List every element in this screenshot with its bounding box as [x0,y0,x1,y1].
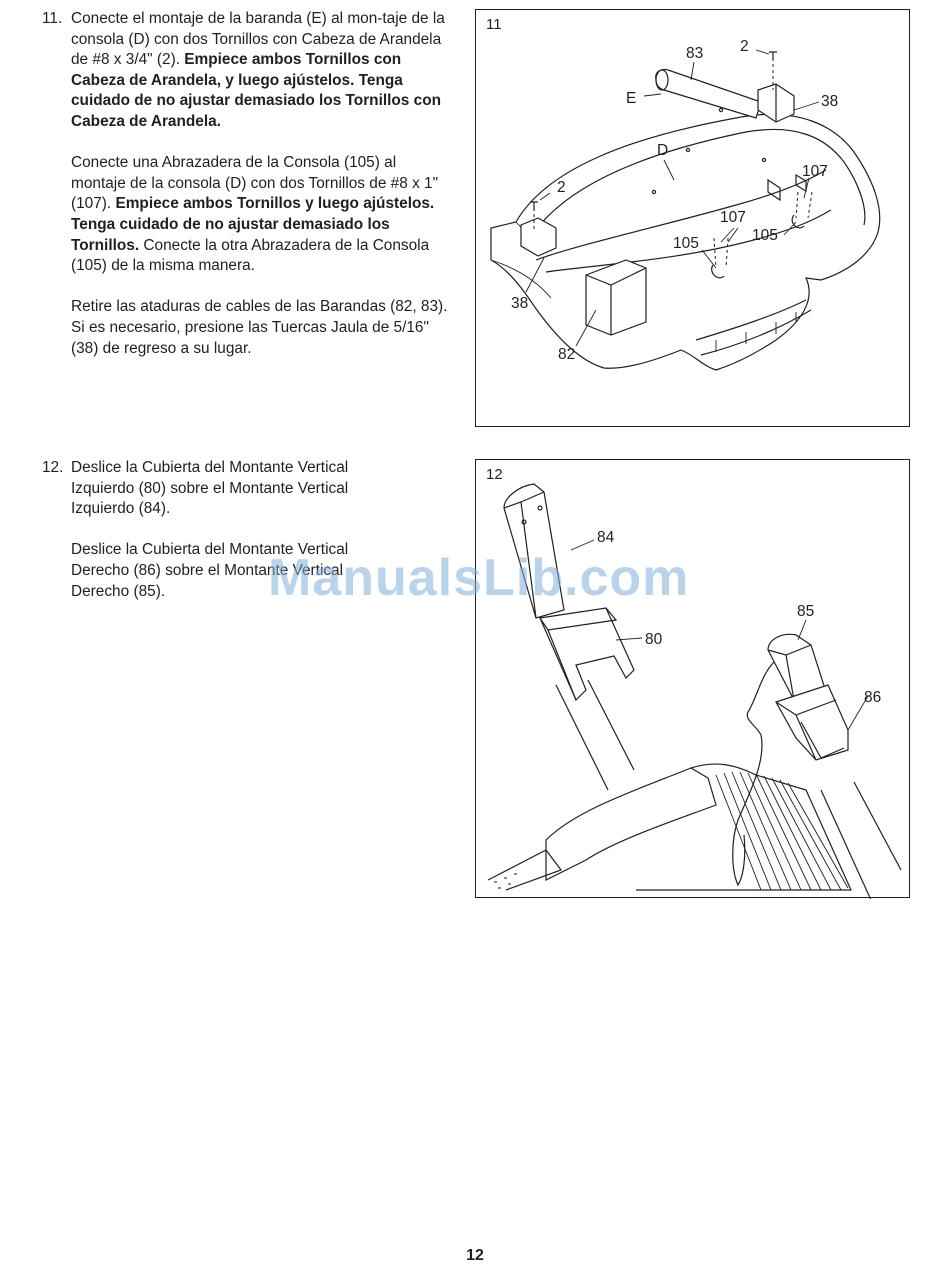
callout-E: E [626,90,637,107]
base-frame-left [546,768,716,880]
page-number: 12 [466,1247,484,1264]
mount-hole [719,108,722,111]
center-box [586,260,646,335]
left-upright-lower [556,680,634,790]
step-11-p2-bold: Empiece ambos Tornillos y luego ajústelos. Tenga cuidado de no ajustar demasiado los Tornillos. [71,195,435,254]
step-11-number: 11. [42,10,63,27]
watermark: ManualsLib.com [268,549,690,607]
step-11-instructions [0,9,450,380]
callout-107-right: 107 [802,163,828,180]
step-12-paragraph-1: Deslice la Cubierta del Montante Vertical Izquierdo (80) sobre el Montante Vertical Izquierdo (84). [71,459,349,518]
callout-2-left: 2 [557,179,566,196]
leader-E [644,94,661,96]
callout-2-top: 2 [740,38,749,55]
motor-hood-vents [494,874,517,888]
step-11-paragraph-2 [71,153,450,277]
callout-105-left: 105 [673,235,699,252]
figure-11-number: 11 [486,16,502,33]
callout-38-top: 38 [821,93,839,110]
callout-84: 84 [597,529,615,546]
step-12-paragraph-2: Deslice la Cubierta del Montante Vertical Derecho (86) sobre el Montante Vertical Derecho (85). [71,541,349,600]
callout-82: 82 [558,346,576,363]
deck-treads [716,772,848,890]
callout-85: 85 [797,603,815,620]
figure-11 [475,9,910,427]
leader-85 [798,620,806,640]
step-11-paragraph-1 [71,9,450,133]
right-upright-lower [821,782,901,899]
callout-80: 80 [645,631,663,648]
step-11-paragraph-3: Retire las ataduras de cables de las Barandas (82, 83). Si es necesario, presione las Tuercas Jaula de 5/16" (38) de regreso a su lugar. [71,298,448,357]
leader-2-top [756,50,769,54]
step-11-p1-text: Conecte el montaje de la baranda (E) al mon-taje de la consola (D) con dos Tornillos con Cabeza de Arandela de #8 x 3/4" (2). [71,10,445,69]
callout-86: 86 [864,689,882,706]
figure-12-number: 12 [486,466,503,483]
callout-D: D [657,142,669,159]
figure-12 [475,459,910,898]
leader-83 [691,62,694,80]
figure-12-drawing [476,460,911,899]
figure-11-drawing [476,10,911,428]
right-upright-cover [776,685,848,760]
callout-107-left: 107 [720,209,746,226]
screw-2-top [769,52,777,60]
callout-83: 83 [686,45,704,62]
callout-105-right: 105 [752,227,778,244]
callout-38-bottom: 38 [511,295,529,312]
step-12-number: 12. [42,459,64,476]
step-11-p1-bold: Empiece ambos Tornillos con Cabeza de Arandela, y luego ajústelos. Tenga cuidado de no ajustar demasiado los Tornillos con Cabeza de Arandela. [71,51,442,130]
step-11-p2-tail: Conecte la otra Abrazadera de la Consola (105) de la misma manera. [71,236,430,275]
left-upright-cover [540,608,634,700]
step-11-p2-text: Conecte una Abrazadera de la Consola (105) al montaje de la consola (D) con dos Tornillos de #8 x 1" (107). [71,154,439,213]
handlebar-tube [656,69,761,118]
leader-38-top [794,102,819,110]
